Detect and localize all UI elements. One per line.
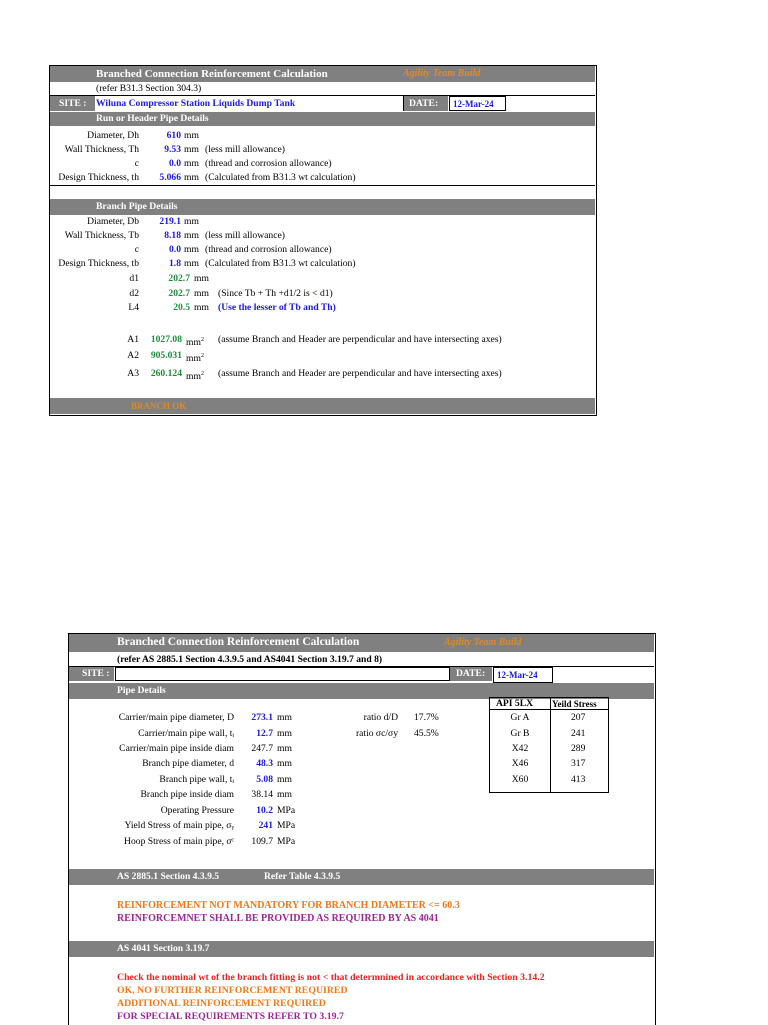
area-unit-exponent: 2 <box>200 371 204 377</box>
as2885-message-2: REINFORCEMNET SHALL BE PROVIDED AS REQUIRED BY AS 4041 <box>117 913 439 924</box>
branch-row-label: Diameter, Db <box>87 216 139 227</box>
run-row-unit: mm <box>184 130 199 141</box>
ratio-value: 45.5% <box>414 728 439 739</box>
pipe-row-value: 38.14 <box>251 789 273 800</box>
sheet2-title: Branched Connection Reinforcement Calculation <box>117 636 360 648</box>
pipe-row-value[interactable]: 241 <box>258 820 273 831</box>
area-row-unit <box>186 350 204 365</box>
as4041-message-2: OK, NO FURTHER REINFORCEMENT REQUIRED <box>117 985 348 996</box>
pipe-row-unit: mm <box>277 789 292 800</box>
grade-table-header-grade: API 5LX <box>496 698 534 709</box>
pipe-row-label: Yield Stress of main pipe, σᵧ <box>124 820 234 831</box>
grade-table-header-yield: Yeild Stress <box>552 699 597 709</box>
run-row-value[interactable]: 9.53 <box>164 144 181 155</box>
branch-row-label: Design Thickness, tb <box>58 258 139 269</box>
sheet1-date-value: 12-Mar-24 <box>453 99 494 109</box>
branch-row-label: Wall Thickness, Tb <box>64 230 139 241</box>
pipe-row-label: Branch pipe wall, tᵢ <box>159 774 234 785</box>
sheet2-as2885-header: AS 2885.1 Section 4.3.9.5 <box>117 871 220 882</box>
sheet2-date-label: DATE: <box>456 668 486 679</box>
area-unit-text: mm <box>186 353 201 364</box>
branch-row-value[interactable]: 0.0 <box>169 244 181 255</box>
sheet2-site-label: SITE : <box>82 668 110 679</box>
sheet1-site-label: SITE : <box>59 98 87 109</box>
area-row-label: A2 <box>127 350 139 361</box>
area-row-unit <box>186 368 204 383</box>
grade-table-cell-grade: Gr B <box>510 728 530 739</box>
d-row-value: 202.7 <box>168 273 190 284</box>
run-row-note: (Calculated from B31.3 wt calculation) <box>205 172 356 183</box>
d-row-unit: mm <box>194 273 209 284</box>
run-row-value[interactable]: 0.0 <box>169 158 181 169</box>
grade-table-cell-yield: 317 <box>571 758 586 769</box>
run-row-value[interactable]: 5.066 <box>159 172 181 183</box>
pipe-row-value: 109.7 <box>251 836 273 847</box>
pipe-row-label: Hoop Stress of main pipe, σᶜ <box>124 836 234 847</box>
d-row-note: (Use the lesser of Tb and Th) <box>218 302 336 313</box>
area-unit-text: mm <box>186 337 201 348</box>
branch-row-note: (Calculated from B31.3 wt calculation) <box>205 258 356 269</box>
area-row-label: A1 <box>127 334 139 345</box>
grade-table-cell-grade: X46 <box>511 758 529 769</box>
d-row-value: 202.7 <box>168 288 190 299</box>
pipe-row-label: Carrier/main pipe wall, tᵢ <box>138 728 234 739</box>
branch-row-note: (thread and corrosion allowance) <box>205 244 332 255</box>
area-unit-text: mm <box>186 371 201 382</box>
pipe-row-value[interactable]: 10.2 <box>256 805 273 816</box>
run-row-note: (less mill allowance) <box>205 144 285 155</box>
as2885-message-1: REINFORCEMENT NOT MANDATORY FOR BRANCH DIAMETER <= 60.3 <box>117 900 460 911</box>
sheet1-site-value[interactable]: Wiluna Compressor Station Liquids Dump Tank <box>96 98 296 109</box>
area-row-value: 260.124 <box>150 368 182 379</box>
sheet2-brand: Agility Team Build <box>444 637 522 648</box>
sheet1-date-label: DATE: <box>409 98 439 109</box>
pipe-row-value: 247.7 <box>251 743 273 754</box>
sheet2-as4041-header: AS 4041 Section 3.19.7 <box>117 943 210 954</box>
pipe-row-unit: MPa <box>277 805 296 816</box>
run-row-unit: mm <box>184 172 199 183</box>
pipe-row-label: Carrier/main pipe inside diam <box>119 743 234 754</box>
area-row-value: 1027.08 <box>150 334 182 345</box>
area-row-value: 905.031 <box>150 350 182 361</box>
pipe-row-unit: mm <box>277 743 292 754</box>
sheet2-reference: (refer AS 2885.1 Section 4.3.9.5 and AS4041 Section 3.19.7 and 8) <box>117 654 383 665</box>
run-row-note: (thread and corrosion allowance) <box>205 158 332 169</box>
d-row-unit: mm <box>194 302 209 313</box>
sheet1-brand: Agility Team Build <box>403 68 481 79</box>
as4041-message-4: FOR SPECIAL REQUIREMENTS REFER TO 3.19.7 <box>117 1011 344 1022</box>
sheet2-date-value: 12-Mar-24 <box>497 670 538 680</box>
grade-table-cell-yield: 207 <box>571 712 586 723</box>
run-row-value[interactable]: 610 <box>166 130 181 141</box>
pipe-row-value[interactable]: 5.08 <box>256 774 273 785</box>
d-row-unit: mm <box>194 288 209 299</box>
run-row-unit: mm <box>184 144 199 155</box>
pipe-row-unit: mm <box>277 712 292 723</box>
as4041-message-1: Check the nominal wt of the branch fitting is not < that determnined in accordance with Section 3.14.2 <box>117 972 545 983</box>
pipe-row-label: Branch pipe inside diam <box>140 789 234 800</box>
pipe-row-value[interactable]: 48.3 <box>256 758 273 769</box>
branch-row-note: (less mill allowance) <box>205 230 285 241</box>
run-row-unit: mm <box>184 158 199 169</box>
area-row-unit <box>186 334 204 349</box>
grade-table-cell-grade: X60 <box>511 774 529 785</box>
pipe-row-unit: MPa <box>277 836 296 847</box>
d-row-label: d2 <box>129 288 139 299</box>
pipe-row-unit: mm <box>277 758 292 769</box>
branch-row-unit: mm <box>184 216 199 227</box>
grade-table-cell-grade: Gr A <box>510 712 530 723</box>
pipe-row-label: Carrier/main pipe diameter, D <box>118 712 234 723</box>
sheet2-site-input[interactable] <box>115 667 450 681</box>
as4041-message-3: ADDITIONAL REINFORCEMENT REQUIRED <box>117 998 326 1009</box>
area-row-note: (assume Branch and Header are perpendicular and have intersecting axes) <box>218 368 502 379</box>
branch-row-value[interactable]: 1.8 <box>169 258 181 269</box>
area-unit-exponent: 2 <box>200 353 204 359</box>
pipe-row-unit: mm <box>277 774 292 785</box>
sheet1-title: Branched Connection Reinforcement Calculation <box>96 68 328 80</box>
sheet2-as2885-refer: Refer Table 4.3.9.5 <box>264 871 341 882</box>
d-row-note: (Since Tb + Th +d1/2 is < d1) <box>218 288 333 299</box>
pipe-row-unit: mm <box>277 728 292 739</box>
sheet2-pipe-header: Pipe Details <box>117 685 166 696</box>
area-row-label: A3 <box>127 368 139 379</box>
sheet1-footer-status: BRANCH OK <box>131 401 187 411</box>
grade-table-cell-grade: X42 <box>511 743 529 754</box>
pipe-row-value[interactable]: 273.1 <box>251 712 273 723</box>
sheet1-reference: (refer B31.3 Section 304.3) <box>96 83 202 94</box>
run-row-label: Wall Thickness, Th <box>64 144 139 155</box>
grade-table-cell-yield: 413 <box>571 774 586 785</box>
ratio-label: ratio σc/σy <box>355 728 398 739</box>
run-row-label: Diameter, Dh <box>87 130 139 141</box>
branch-row-unit: mm <box>184 230 199 241</box>
d-row-label: L4 <box>128 302 139 313</box>
sheet1-run-header: Run or Header Pipe Details <box>96 113 209 124</box>
branch-row-label: c <box>134 244 139 255</box>
pipe-row-unit: MPa <box>277 820 296 831</box>
branch-row-value[interactable]: 219.1 <box>159 216 181 227</box>
sheet1-branch-header: Branch Pipe Details <box>96 201 178 212</box>
pipe-row-value[interactable]: 12.7 <box>256 728 273 739</box>
d-row-value: 20.5 <box>173 302 190 313</box>
run-row-label: Design Thickness, th <box>58 172 139 183</box>
branch-row-unit: mm <box>184 244 199 255</box>
branch-row-unit: mm <box>184 258 199 269</box>
d-row-label: d1 <box>129 273 139 284</box>
grade-table-cell-yield: 289 <box>571 743 586 754</box>
grade-table-cell-yield: 241 <box>571 728 586 739</box>
branch-row-value[interactable]: 8.18 <box>164 230 181 241</box>
pipe-row-label: Branch pipe diameter, d <box>142 758 234 769</box>
area-row-note: (assume Branch and Header are perpendicular and have intersecting axes) <box>218 334 502 345</box>
area-unit-exponent: 2 <box>200 337 204 343</box>
pipe-row-label: Operating Pressure <box>160 805 234 816</box>
ratio-value: 17.7% <box>414 712 439 723</box>
ratio-label: ratio d/D <box>363 712 398 723</box>
run-row-label: c <box>134 158 139 169</box>
